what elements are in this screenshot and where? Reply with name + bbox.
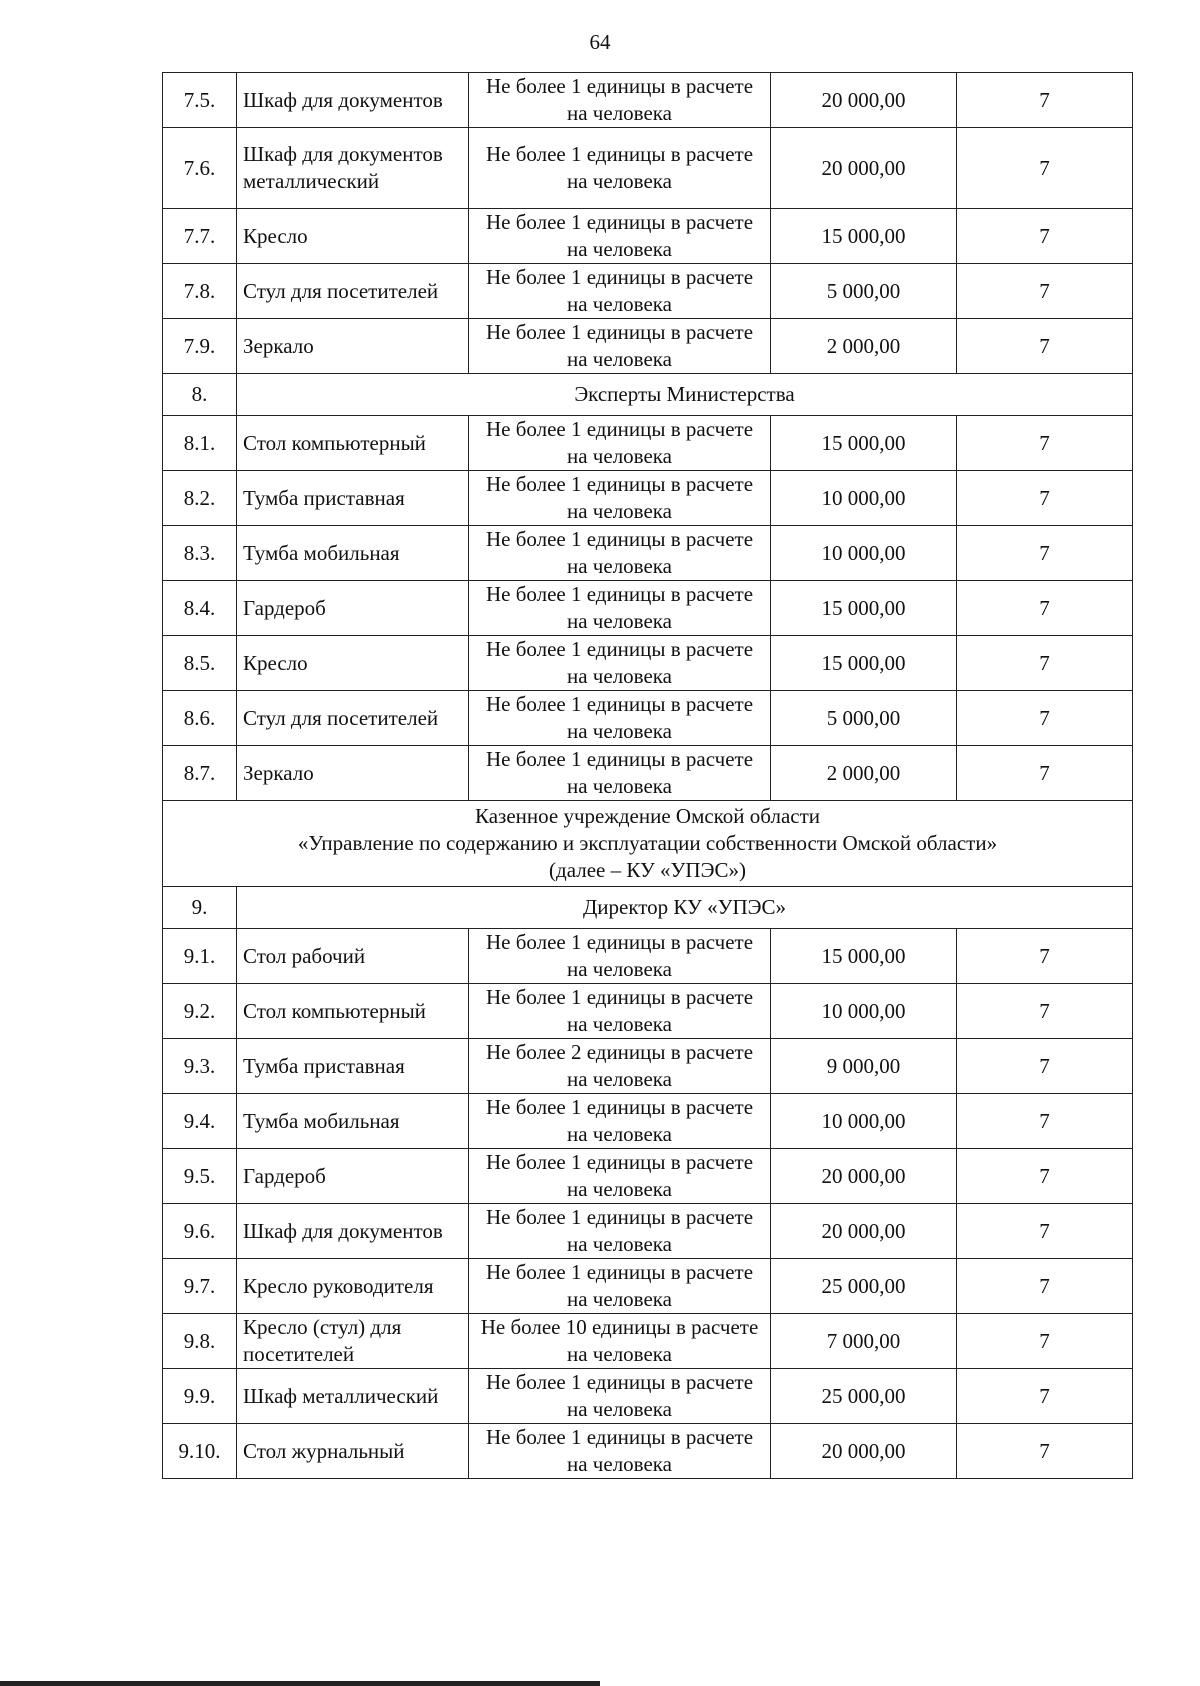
item-name: Тумба мобильная: [237, 526, 469, 581]
item-quantity-norm: Не более 10 единицы в расчете на человека: [469, 1314, 771, 1369]
item-name: Стол журнальный: [237, 1424, 469, 1479]
item-name: Кресло (стул) для посетителей: [237, 1314, 469, 1369]
item-quantity-norm: Не более 1 единицы в расчете на человека: [469, 1094, 771, 1149]
organization-heading: [163, 801, 1133, 887]
item-name: Стул для посетителей: [237, 691, 469, 746]
item-number: 9.1.: [163, 929, 237, 984]
table-row: [163, 319, 1133, 374]
table-row: [163, 128, 1133, 209]
item-quantity-norm: Не более 1 единицы в расчете на человека: [469, 471, 771, 526]
table-row: [163, 746, 1133, 801]
item-number: 8.4.: [163, 581, 237, 636]
item-service-life: 7: [957, 1369, 1133, 1424]
item-number: 9.4.: [163, 1094, 237, 1149]
item-name: Тумба приставная: [237, 471, 469, 526]
organization-heading-line: «Управление по содержанию и эксплуатации собственности Омской области»: [297, 831, 998, 855]
item-price: 20 000,00: [771, 1424, 957, 1479]
table-row: [163, 1094, 1133, 1149]
item-price: 10 000,00: [771, 984, 957, 1039]
item-service-life: 7: [957, 73, 1133, 128]
item-quantity-norm: Не более 1 единицы в расчете на человека: [469, 416, 771, 471]
item-service-life: 7: [957, 984, 1133, 1039]
table-row: [163, 209, 1133, 264]
item-name: Гардероб: [237, 1149, 469, 1204]
item-number: 8.5.: [163, 636, 237, 691]
item-service-life: 7: [957, 691, 1133, 746]
table-row: [163, 581, 1133, 636]
table-body: [163, 73, 1133, 1479]
item-quantity-norm: Не более 1 единицы в расчете на человека: [469, 984, 771, 1039]
item-service-life: 7: [957, 1314, 1133, 1369]
item-number: 9.7.: [163, 1259, 237, 1314]
item-number: 9.5.: [163, 1149, 237, 1204]
item-name: Зеркало: [237, 319, 469, 374]
item-quantity-norm: Не более 1 единицы в расчете на человека: [469, 1204, 771, 1259]
item-service-life: 7: [957, 1259, 1133, 1314]
item-name: Шкаф металлический: [237, 1369, 469, 1424]
item-quantity-norm: Не более 1 единицы в расчете на человека: [469, 73, 771, 128]
item-number: 7.5.: [163, 73, 237, 128]
section-number: 9.: [163, 887, 237, 929]
item-name: Шкаф для документов металлический: [237, 128, 469, 209]
item-price: 15 000,00: [771, 636, 957, 691]
section-row: [163, 887, 1133, 929]
item-quantity-norm: Не более 1 единицы в расчете на человека: [469, 264, 771, 319]
section-number: 8.: [163, 374, 237, 416]
table-row: [163, 1039, 1133, 1094]
item-quantity-norm: Не более 1 единицы в расчете на человека: [469, 209, 771, 264]
item-name: Стул для посетителей: [237, 264, 469, 319]
item-price: 15 000,00: [771, 581, 957, 636]
item-service-life: 7: [957, 319, 1133, 374]
item-name: Тумба мобильная: [237, 1094, 469, 1149]
item-number: 9.10.: [163, 1424, 237, 1479]
item-name: Гардероб: [237, 581, 469, 636]
item-number: 8.6.: [163, 691, 237, 746]
item-quantity-norm: Не более 1 единицы в расчете на человека: [469, 1149, 771, 1204]
item-number: 9.9.: [163, 1369, 237, 1424]
item-name: Шкаф для документов: [237, 73, 469, 128]
item-name: Зеркало: [237, 746, 469, 801]
organization-row: [163, 801, 1133, 887]
item-name: Стол компьютерный: [237, 416, 469, 471]
item-service-life: 7: [957, 471, 1133, 526]
item-number: 8.3.: [163, 526, 237, 581]
item-number: 7.6.: [163, 128, 237, 209]
item-price: 25 000,00: [771, 1369, 957, 1424]
item-service-life: 7: [957, 1204, 1133, 1259]
item-number: 8.2.: [163, 471, 237, 526]
item-price: 15 000,00: [771, 929, 957, 984]
item-service-life: 7: [957, 1094, 1133, 1149]
item-quantity-norm: Не более 1 единицы в расчете на человека: [469, 581, 771, 636]
furniture-norms-table: [162, 72, 1133, 1479]
item-name: Стол рабочий: [237, 929, 469, 984]
item-number: 9.3.: [163, 1039, 237, 1094]
item-quantity-norm: Не более 1 единицы в расчете на человека: [469, 691, 771, 746]
item-name: Тумба приставная: [237, 1039, 469, 1094]
item-quantity-norm: Не более 1 единицы в расчете на человека: [469, 636, 771, 691]
item-quantity-norm: Не более 1 единицы в расчете на человека: [469, 1369, 771, 1424]
item-price: 5 000,00: [771, 691, 957, 746]
item-number: 8.7.: [163, 746, 237, 801]
table-row: [163, 1314, 1133, 1369]
item-name: Стол компьютерный: [237, 984, 469, 1039]
item-number: 9.6.: [163, 1204, 237, 1259]
item-price: 10 000,00: [771, 471, 957, 526]
organization-heading-line: Казенное учреждение Омской области: [474, 804, 820, 828]
item-service-life: 7: [957, 128, 1133, 209]
item-number: 9.2.: [163, 984, 237, 1039]
item-quantity-norm: Не более 2 единицы в расчете на человека: [469, 1039, 771, 1094]
item-name: Шкаф для документов: [237, 1204, 469, 1259]
item-price: 10 000,00: [771, 1094, 957, 1149]
item-quantity-norm: Не более 1 единицы в расчете на человека: [469, 929, 771, 984]
item-price: 25 000,00: [771, 1259, 957, 1314]
item-number: 7.9.: [163, 319, 237, 374]
scan-edge-artifact: [0, 1681, 600, 1686]
item-number: 7.8.: [163, 264, 237, 319]
table-row: [163, 526, 1133, 581]
organization-heading-line: (далее – КУ «УПЭС»): [549, 858, 746, 882]
item-service-life: 7: [957, 416, 1133, 471]
item-price: 20 000,00: [771, 1204, 957, 1259]
item-price: 7 000,00: [771, 1314, 957, 1369]
table-row: [163, 929, 1133, 984]
item-service-life: 7: [957, 1424, 1133, 1479]
item-price: 20 000,00: [771, 1149, 957, 1204]
item-service-life: 7: [957, 929, 1133, 984]
item-number: 9.8.: [163, 1314, 237, 1369]
item-quantity-norm: Не более 1 единицы в расчете на человека: [469, 1259, 771, 1314]
item-number: 7.7.: [163, 209, 237, 264]
section-row: [163, 374, 1133, 416]
item-service-life: 7: [957, 581, 1133, 636]
item-quantity-norm: Не более 1 единицы в расчете на человека: [469, 319, 771, 374]
item-quantity-norm: Не более 1 единицы в расчете на человека: [469, 746, 771, 801]
item-service-life: 7: [957, 209, 1133, 264]
table-row: [163, 636, 1133, 691]
table-row: [163, 1204, 1133, 1259]
item-price: 10 000,00: [771, 526, 957, 581]
table-row: [163, 1259, 1133, 1314]
item-price: 2 000,00: [771, 746, 957, 801]
section-title: Эксперты Министерства: [237, 374, 1133, 416]
table-row: [163, 691, 1133, 746]
item-service-life: 7: [957, 1039, 1133, 1094]
item-price: 20 000,00: [771, 128, 957, 209]
table-row: [163, 1149, 1133, 1204]
item-name: Кресло: [237, 209, 469, 264]
item-price: 9 000,00: [771, 1039, 957, 1094]
item-quantity-norm: Не более 1 единицы в расчете на человека: [469, 128, 771, 209]
section-title: Директор КУ «УПЭС»: [237, 887, 1133, 929]
table-row: [163, 264, 1133, 319]
item-price: 20 000,00: [771, 73, 957, 128]
item-service-life: 7: [957, 526, 1133, 581]
item-service-life: 7: [957, 1149, 1133, 1204]
table-row: [163, 1424, 1133, 1479]
item-price: 2 000,00: [771, 319, 957, 374]
item-quantity-norm: Не более 1 единицы в расчете на человека: [469, 1424, 771, 1479]
item-price: 15 000,00: [771, 416, 957, 471]
item-name: Кресло: [237, 636, 469, 691]
item-service-life: 7: [957, 264, 1133, 319]
item-number: 8.1.: [163, 416, 237, 471]
item-name: Кресло руководителя: [237, 1259, 469, 1314]
table-row: [163, 984, 1133, 1039]
item-service-life: 7: [957, 746, 1133, 801]
table-row: [163, 1369, 1133, 1424]
table-row: [163, 416, 1133, 471]
item-service-life: 7: [957, 636, 1133, 691]
page-number: 64: [589, 30, 611, 54]
item-price: 15 000,00: [771, 209, 957, 264]
item-price: 5 000,00: [771, 264, 957, 319]
table-row: [163, 471, 1133, 526]
table-row: [163, 73, 1133, 128]
item-quantity-norm: Не более 1 единицы в расчете на человека: [469, 526, 771, 581]
